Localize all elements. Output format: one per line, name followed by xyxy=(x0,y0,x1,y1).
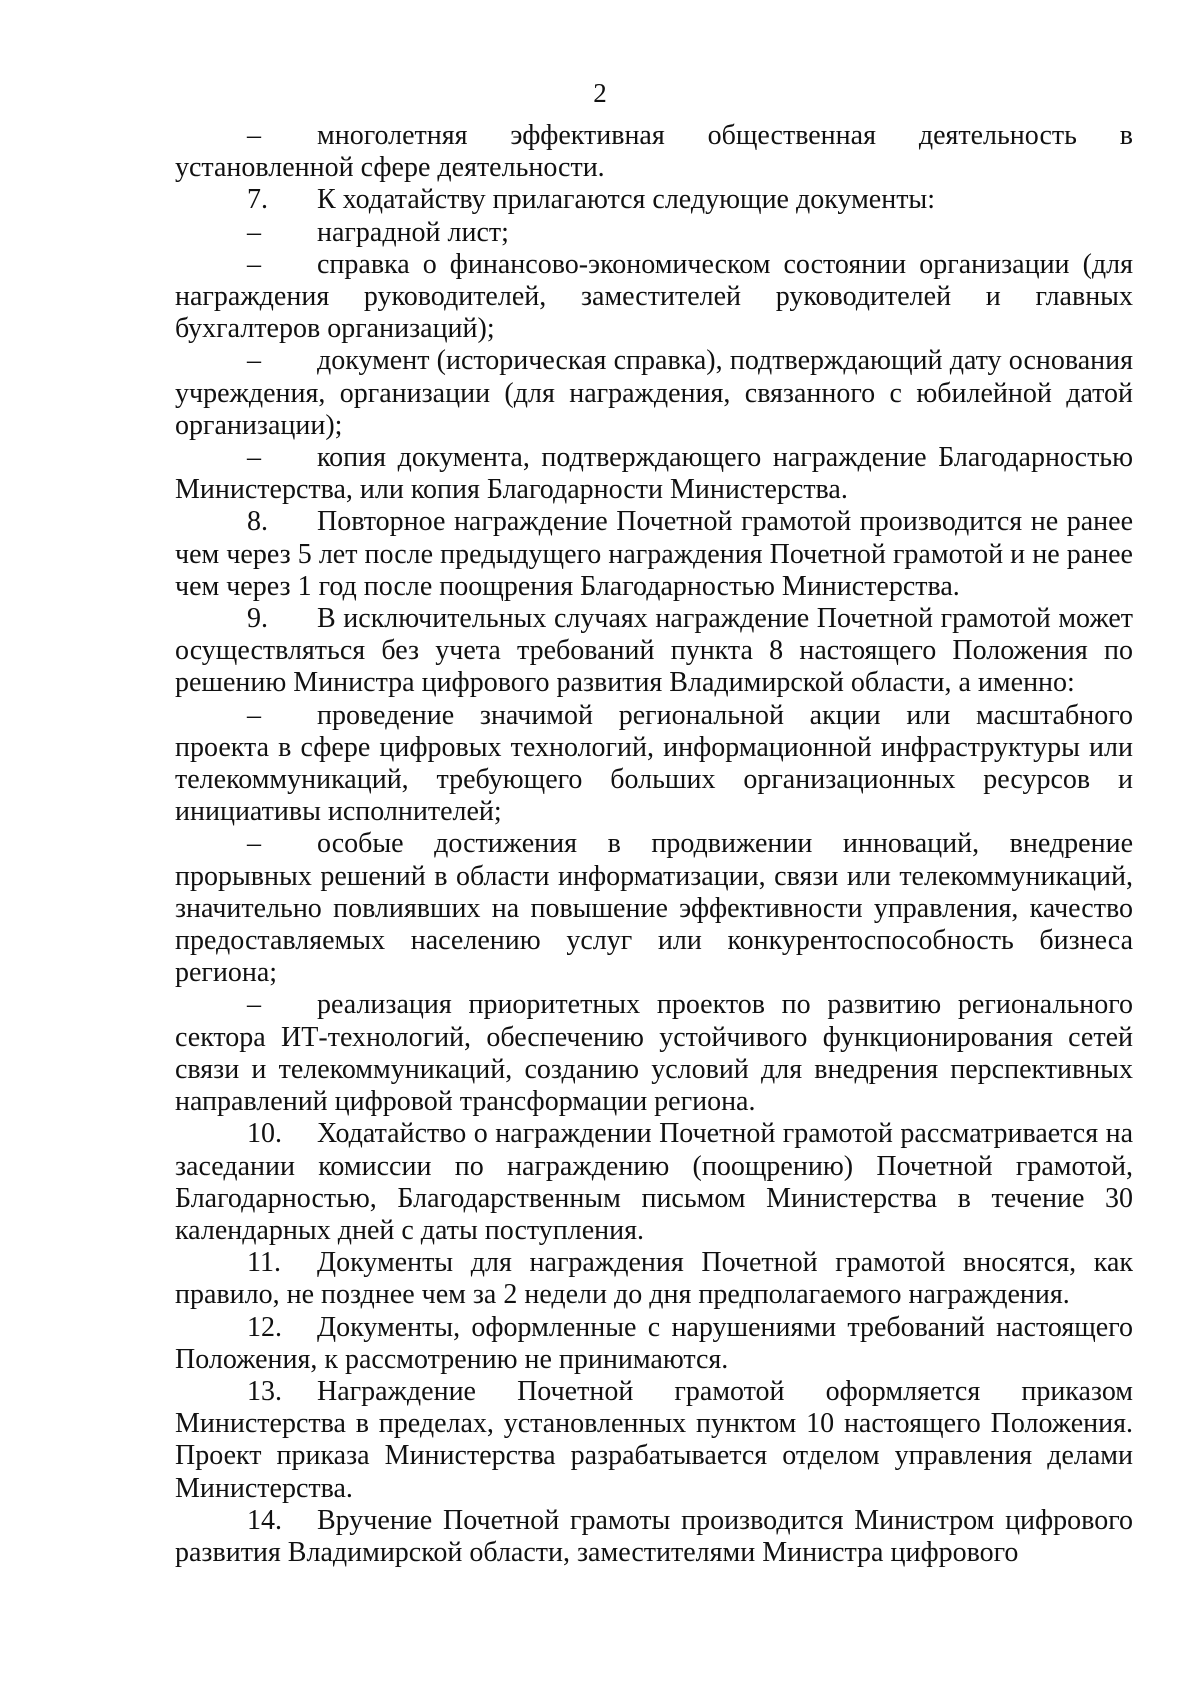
numbered-paragraph xyxy=(175,1247,1133,1311)
paragraph-number: 8. xyxy=(247,506,268,538)
document-body xyxy=(175,120,1133,1569)
list-item xyxy=(175,989,1133,1118)
paragraph-text: документ (историческая справка), подтверждающий дату основания учреждения, организации (для награждения, связанного с юбилейной датой организации); xyxy=(175,345,1133,441)
numbered-paragraph xyxy=(175,603,1133,700)
paragraph-text: Повторное награждение Почетной грамотой производится не ранее чем через 5 лет после предыдущего награждения Почетной грамотой и не ранее чем через 1 год после поощрения Благодарностью Министерства. xyxy=(175,506,1133,602)
paragraph-number: 10. xyxy=(247,1118,282,1150)
numbered-paragraph xyxy=(175,184,1133,216)
list-marker: – xyxy=(247,120,261,151)
paragraph-text: Вручение Почетной грамоты производится Министром цифрового развития Владимирской области, заместителями Министра цифрового xyxy=(175,1504,1133,1568)
numbered-paragraph xyxy=(175,1505,1133,1569)
paragraph-text: копия документа, подтверждающего награждение Благодарностью Министерства, или копия Благодарности Министерства. xyxy=(175,442,1133,506)
paragraph-number: 9. xyxy=(247,603,268,635)
paragraph-text: проведение значимой региональной акции или масштабного проекта в сфере цифровых технологий, информационной инфраструктуры или телекоммуникаций, требующего больших организационных ресурсов и инициативы исполнителей; xyxy=(175,699,1133,828)
paragraph-text: справка о финансово-экономическом состоянии организации (для награждения руководителей, заместителей руководителей и главных бухгалтеров организаций); xyxy=(175,248,1133,345)
paragraph-number: 11. xyxy=(247,1247,281,1279)
list-item xyxy=(175,345,1133,442)
list-marker: – xyxy=(247,442,261,474)
list-item xyxy=(175,249,1133,346)
numbered-paragraph xyxy=(175,1118,1133,1247)
list-marker: – xyxy=(247,345,261,377)
list-marker: – xyxy=(247,699,261,731)
list-marker: – xyxy=(247,989,261,1021)
paragraph-text: Награждение Почетной грамотой оформляется приказом Министерства в пределах, установленных пунктом 10 настоящего Положения. Проект приказа Министерства разрабатывается отделом управления делами Министерства. xyxy=(175,1375,1133,1504)
list-marker: – xyxy=(247,248,261,280)
paragraph-text: Документы для награждения Почетной грамотой вносятся, как правило, не позднее чем за 2 недели до дня предполагаемого награждения. xyxy=(175,1247,1133,1311)
paragraph-text: реализация приоритетных проектов по развитию регионального сектора ИТ-технологий, обеспечению устойчивого функционирования сетей связи и телекоммуникаций, созданию условий для внедрения перспективных направлений цифровой трансформации региона. xyxy=(175,989,1133,1118)
paragraph-number: 7. xyxy=(247,184,268,216)
numbered-paragraph xyxy=(175,1376,1133,1505)
paragraph-number: 14. xyxy=(247,1504,282,1536)
list-item xyxy=(175,828,1133,989)
paragraph-text: особые достижения в продвижении инноваций, внедрение прорывных решений в области информатизации, связи или телекоммуникаций, значительно повлиявших на повышение эффективности управления, качество предоставляемых населению услуг или конкурентоспособность бизнеса региона; xyxy=(175,828,1133,989)
paragraph-text: наградной лист; xyxy=(317,216,509,248)
list-item xyxy=(175,217,1133,249)
page-number: 2 xyxy=(593,78,607,108)
list-item xyxy=(175,700,1133,829)
paragraph-text: Ходатайство о награждении Почетной грамотой рассматривается на заседании комиссии по награждению (поощрению) Почетной грамотой, Благодарностью, Благодарственным письмом Министерства в течение 30 календарных дней с даты поступления. xyxy=(175,1118,1133,1246)
list-item xyxy=(175,120,1133,184)
list-item xyxy=(175,442,1133,506)
numbered-paragraph xyxy=(175,1312,1133,1376)
paragraph-number: 12. xyxy=(247,1311,282,1343)
list-marker: – xyxy=(247,828,261,860)
paragraph-text: Документы, оформленные с нарушениями требований настоящего Положения, к рассмотрению не принимаются. xyxy=(175,1311,1133,1375)
list-marker: – xyxy=(247,216,261,248)
numbered-paragraph xyxy=(175,506,1133,603)
paragraph-text: В исключительных случаях награждение Почетной грамотой может осуществляться без учета требований пункта 8 настоящего Положения по решению Министра цифрового развития Владимирской области, а именно: xyxy=(175,603,1133,699)
paragraph-text: многолетняя эффективная общественная деятельность в установленной сфере деятельности. xyxy=(175,120,1133,184)
paragraph-number: 13. xyxy=(247,1375,282,1407)
paragraph-text: К ходатайству прилагаются следующие документы: xyxy=(317,184,936,216)
